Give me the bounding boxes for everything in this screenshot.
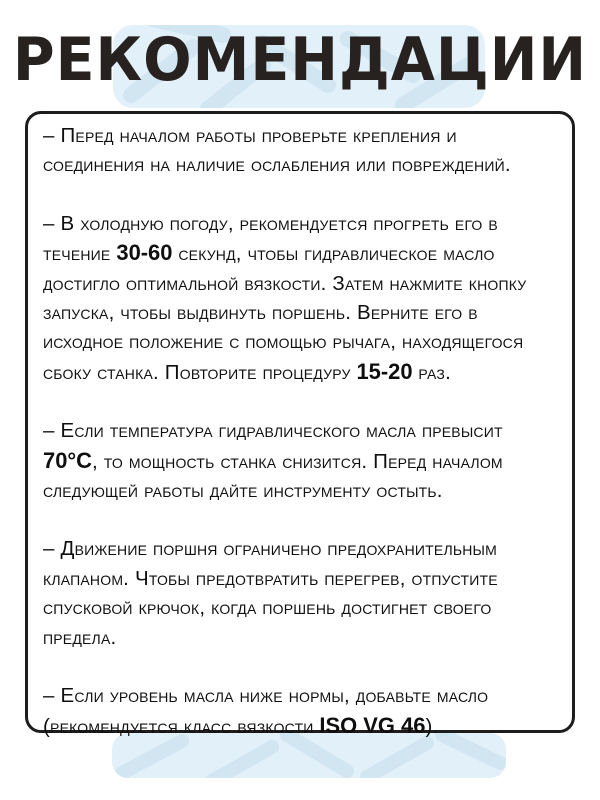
recommendation-paragraph: [43, 121, 560, 180]
recommendation-paragraph: [43, 681, 560, 741]
text-run: – Движение поршня ограничено предохранительным клапаном. Чтобы предотвратить перегрев, отпустите спусковой крючок, когда поршень достигнет своего предела.: [43, 537, 498, 649]
bold-value: 30-60: [116, 240, 173, 266]
recommendation-paragraph: [43, 209, 560, 387]
bold-value: 70°C: [43, 447, 92, 473]
bold-value: ISO VG 46: [319, 712, 426, 738]
recommendation-paragraph: [43, 416, 560, 505]
recommendations-box: [25, 111, 575, 738]
text-run: , то мощность станка снизится. Перед началом следующей работы дайте инструменту остыть.: [43, 449, 503, 503]
text-run: секунд, чтобы гидравлическое масло достигло оптимальной вязкости. Затем нажмите кнопку запуска, чтобы выдвинуть поршень. Верните его в исходное положение с помощью рычага, находящегося сбоку станка. Повторите процедуру: [43, 242, 527, 384]
text-run: раз.: [412, 360, 451, 384]
bold-value: 15-20: [356, 358, 413, 384]
text-run: ).: [425, 714, 439, 738]
text-run: – Перед началом работы проверьте крепления и соединения на наличие ослабления или повреждений.: [43, 124, 511, 177]
text-run: – Если температура гидравлического масла превысит: [43, 419, 503, 443]
page-title: РЕКОМЕНДАЦИИ: [12, 25, 588, 95]
recommendation-paragraph: [43, 534, 560, 652]
text-run: – Если уровень масла ниже нормы, добавьте масло (рекомендуется класс вязкости: [43, 684, 489, 738]
text-run: – В холодную погоду, рекомендуется прогреть его в течение: [43, 211, 498, 266]
